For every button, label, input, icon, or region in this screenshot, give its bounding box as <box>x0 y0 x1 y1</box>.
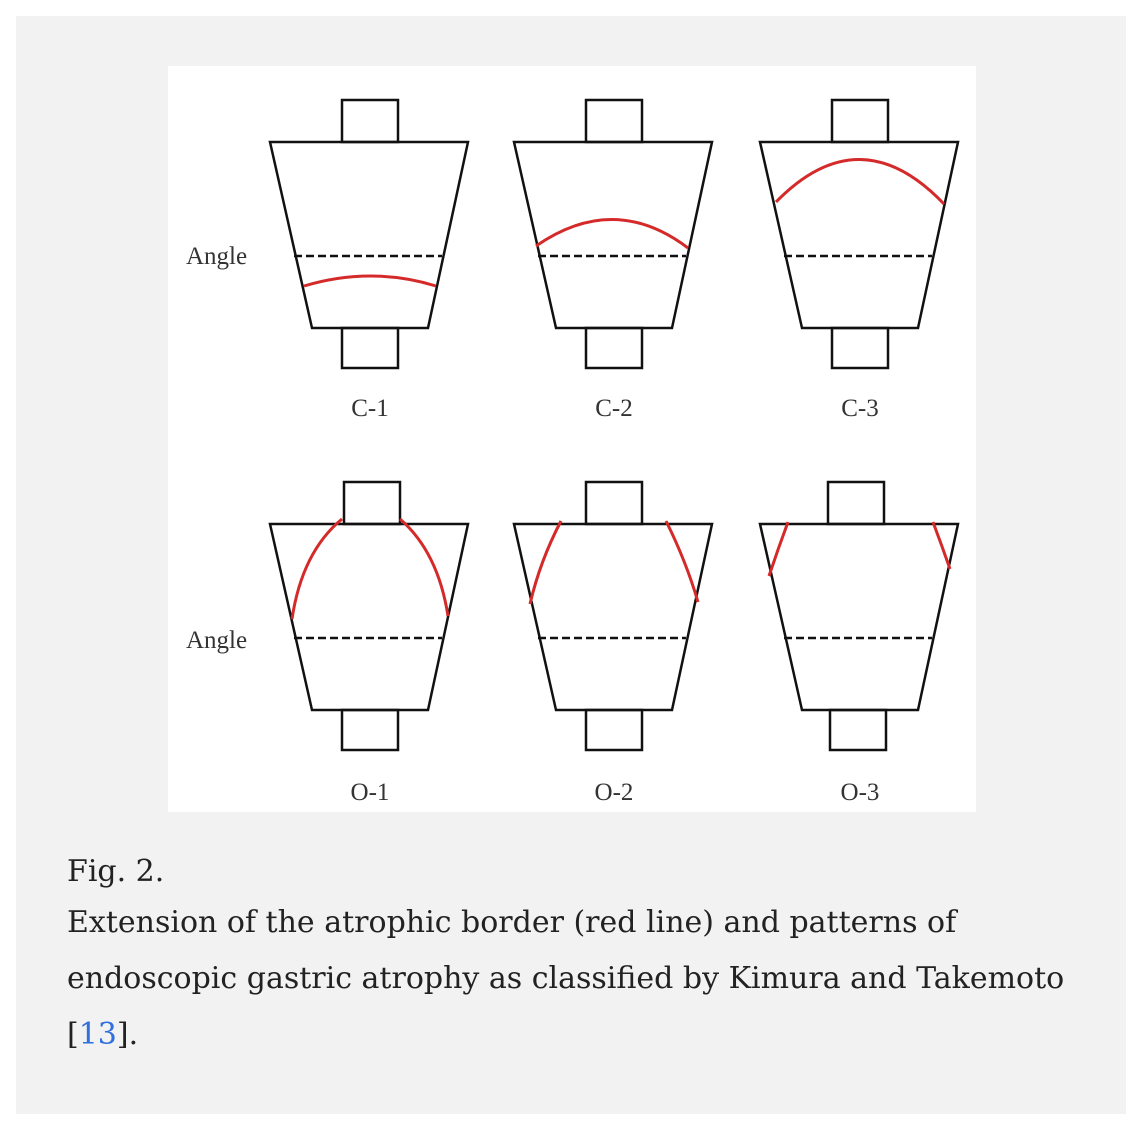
atrophic-border-c2 <box>536 219 688 248</box>
panel-label-c1: C-1 <box>351 395 389 422</box>
atrophic-border-c3 <box>776 159 944 204</box>
stomach-c2 <box>514 100 712 368</box>
figure-image <box>168 66 976 812</box>
atrophic-border-o3-right <box>933 522 950 569</box>
figure-label: Fig. 2. <box>67 854 165 889</box>
stomach-o3 <box>760 482 958 750</box>
panel-label-c2: C-2 <box>595 395 633 422</box>
atrophic-border-o1-right <box>400 519 448 616</box>
figure-card <box>16 16 1126 1114</box>
stomach-c3 <box>760 100 958 368</box>
stomach-c1 <box>270 100 468 368</box>
panel-label-c3: C-3 <box>841 395 879 422</box>
atrophic-border-o2-right <box>666 521 698 602</box>
caption-text: Extension of the atrophic border (red line) and patterns of endoscopic gastric atrophy as classified by Kimura and Takemoto <box>67 905 1065 996</box>
figure-caption <box>67 851 1087 1063</box>
angle-label-bottom: Angle <box>186 627 248 654</box>
stomach-o2 <box>514 482 712 750</box>
ref-close-bracket: ]. <box>116 1017 139 1052</box>
atrophic-border-c1 <box>304 276 436 286</box>
ref-open-bracket: [ <box>67 1017 79 1052</box>
panel-label-o3: O-3 <box>840 779 880 806</box>
atrophy-diagram <box>168 66 976 812</box>
atrophic-border-o2-left <box>530 521 561 604</box>
reference-citation <box>67 1017 138 1052</box>
atrophic-border-o1-left <box>292 519 342 619</box>
atrophic-border-o3-left <box>769 522 788 576</box>
angle-label-top: Angle <box>186 243 248 270</box>
reference-link[interactable]: 13 <box>78 1017 117 1052</box>
stomach-o1 <box>270 482 468 750</box>
panel-label-o1: O-1 <box>350 779 390 806</box>
panel-label-o2: O-2 <box>594 779 634 806</box>
